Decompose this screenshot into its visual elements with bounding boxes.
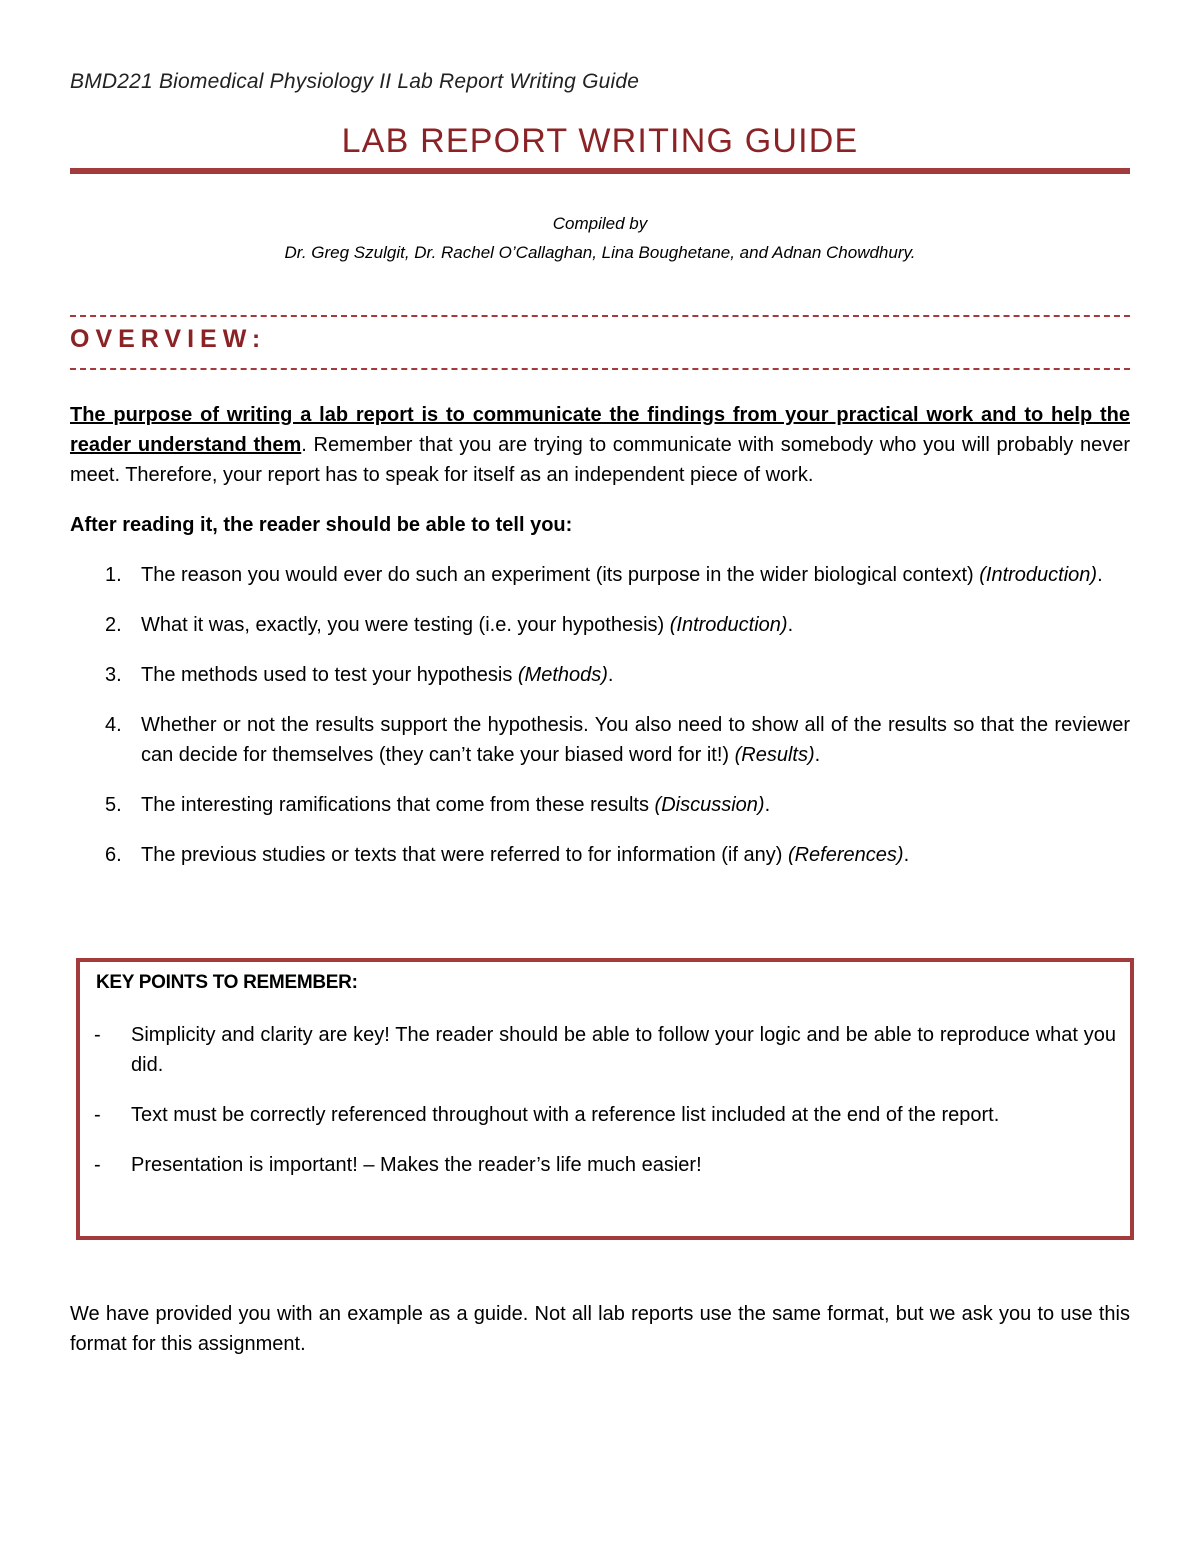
list-section: (Methods) bbox=[517, 664, 608, 686]
intro-rest: . Remember that you are trying to communicate with somebody who you will probably never meet. Therefore, your report has to speak for itself as an independent piece of work. bbox=[70, 434, 1130, 486]
list-end: . bbox=[1097, 564, 1103, 586]
authors-line: Dr. Greg Szulgit, Dr. Rachel O’Callaghan, Lina Boughetane, and Adnan Chowdhury. bbox=[284, 243, 916, 262]
key-point-item bbox=[94, 1150, 1116, 1180]
list-end: . bbox=[787, 614, 794, 636]
list-section: (Introduction) bbox=[979, 564, 1098, 586]
reader-checklist bbox=[70, 560, 1130, 890]
intro-paragraph bbox=[70, 400, 1130, 490]
key-points-title: KEY POINTS TO REMEMBER: bbox=[96, 972, 358, 993]
document-title: LAB REPORT WRITING GUIDE bbox=[341, 122, 859, 160]
overview-rule-bottom bbox=[70, 368, 1130, 370]
overview-rule-top bbox=[70, 315, 1130, 317]
list-end: . bbox=[814, 744, 821, 766]
list-item bbox=[70, 660, 1130, 690]
list-text: The previous studies or texts that were referred to for information (if any) bbox=[141, 844, 788, 866]
list-item bbox=[70, 560, 1130, 590]
list-item bbox=[70, 840, 1130, 870]
list-item bbox=[70, 790, 1130, 820]
after-reading-heading: After reading it, the reader should be able to tell you: bbox=[70, 514, 573, 536]
list-section: (Discussion) bbox=[654, 794, 765, 816]
key-point-item bbox=[94, 1020, 1116, 1080]
list-end: . bbox=[607, 664, 614, 686]
list-end: . bbox=[764, 794, 771, 816]
key-point-text: Simplicity and clarity are key! The reader should be able to follow your logic and be able to reproduce what you did. bbox=[131, 1024, 1116, 1076]
compiled-by-label: Compiled by bbox=[552, 214, 648, 233]
bullet-dash: - bbox=[94, 1104, 101, 1126]
bullet-dash: - bbox=[94, 1024, 101, 1046]
list-number: 2. bbox=[105, 614, 122, 636]
list-end: . bbox=[903, 844, 910, 866]
list-item bbox=[70, 610, 1130, 640]
list-text: Whether or not the results support the hypothesis. You also need to show all of the results so that the reviewer can decide for themselves (they can’t take your biased word for it!) bbox=[141, 714, 1130, 766]
list-section: (Results) bbox=[734, 744, 815, 766]
list-text: The reason you would ever do such an experiment (its purpose in the wider biological context) bbox=[141, 564, 980, 586]
key-point-text: Text must be correctly referenced throughout with a reference list included at the end of the report. bbox=[131, 1104, 1000, 1126]
overview-heading: OVERVIEW: bbox=[70, 325, 267, 353]
list-text: The methods used to test your hypothesis bbox=[141, 664, 518, 686]
intro-lead: The purpose of writing a lab report is to communicate the findings from your practical work and to help the reader understand them bbox=[70, 404, 1130, 456]
list-text: What it was, exactly, you were testing (i.e. your hypothesis) bbox=[141, 614, 670, 636]
key-points-list bbox=[94, 1020, 1116, 1200]
list-text: The interesting ramifications that come from these results bbox=[141, 794, 655, 816]
list-item bbox=[70, 710, 1130, 770]
list-number: 1. bbox=[105, 564, 122, 586]
title-rule bbox=[70, 168, 1130, 174]
bullet-dash: - bbox=[94, 1154, 101, 1176]
list-number: 4. bbox=[105, 714, 122, 736]
list-number: 3. bbox=[105, 664, 122, 686]
key-point-text: Presentation is important! – Makes the reader’s life much easier! bbox=[131, 1154, 702, 1176]
key-point-item bbox=[94, 1100, 1116, 1130]
list-number: 5. bbox=[105, 794, 122, 816]
closing-paragraph: We have provided you with an example as a guide. Not all lab reports use the same format, but we ask you to use this format for this assignment. bbox=[70, 1303, 1130, 1355]
running-header: BMD221 Biomedical Physiology II Lab Report Writing Guide bbox=[70, 70, 640, 93]
list-section: (Introduction) bbox=[669, 614, 788, 636]
list-number: 6. bbox=[105, 844, 122, 866]
list-section: (References) bbox=[787, 844, 904, 866]
key-points-box bbox=[76, 958, 1134, 1240]
